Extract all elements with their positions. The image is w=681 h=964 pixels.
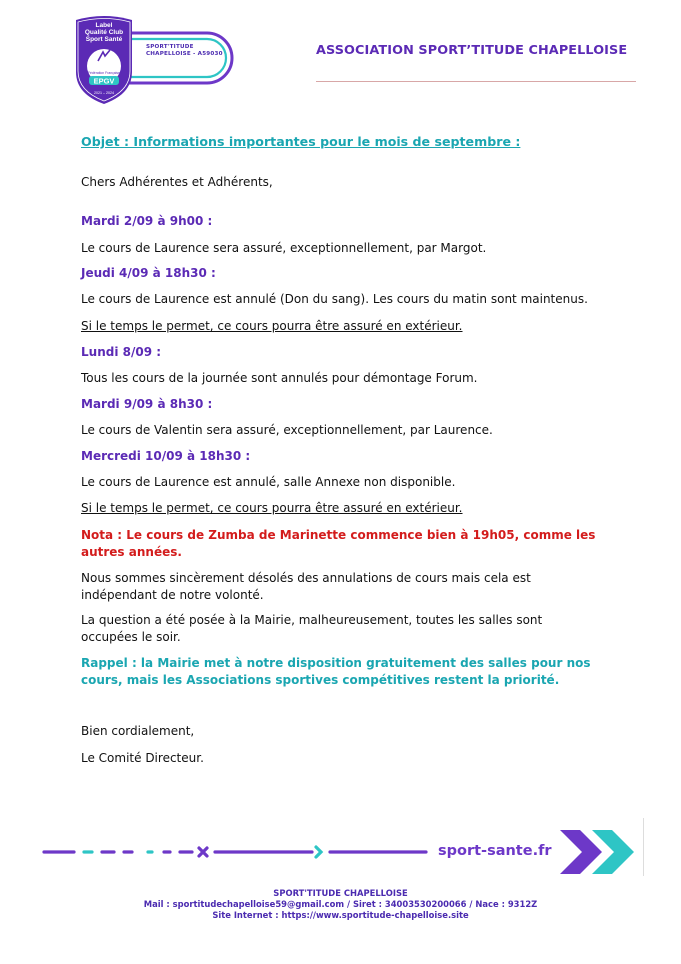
schedule-text-2: Le cours de Laurence est annulé (Don du sang). Les cours du matin sont maintenus. <box>81 292 588 306</box>
letter-object: Objet : Informations importantes pour le mois de septembre : <box>81 134 521 149</box>
sport-sante-brand: sport-sante.fr <box>438 843 552 859</box>
schedule-date-1: Mardi 2/09 à 9h00 : <box>81 214 213 228</box>
schedule-text-1: Le cours de Laurence sera assuré, exceptionnellement, par Margot. <box>81 241 487 255</box>
schedule-note-5: Si le temps le permet, ce cours pourra être assuré en extérieur. <box>81 501 463 515</box>
schedule-text-5: Le cours de Laurence est annulé, salle Annexe non disponible. <box>81 475 456 489</box>
schedule-date-3: Lundi 8/09 : <box>81 345 162 359</box>
schedule-text-4: Le cours de Valentin sera assuré, exceptionnellement, par Laurence. <box>81 423 493 437</box>
double-chevron-icon <box>560 830 634 874</box>
svg-text:Fédération Française: Fédération Française <box>87 71 121 75</box>
footer-contact <box>0 888 681 921</box>
schedule-date-2: Jeudi 4/09 à 18h30 : <box>81 266 216 280</box>
schedule-text-3: Tous les cours de la journée sont annulés pour démontage Forum. <box>81 371 478 385</box>
label-qualite-club-badge <box>72 14 136 106</box>
svg-text:Qualité Club: Qualité Club <box>84 29 124 36</box>
nota-notice: Nota : Le cours de Zumba de Marinette commence bien à 19h05, comme les autres années. <box>81 528 596 559</box>
schedule-date-5: Mercredi 10/09 à 18h30 : <box>81 449 251 463</box>
svg-text:EPGV: EPGV <box>93 76 115 86</box>
schedule-note-2: Si le temps le permet, ce cours pourra être assuré en extérieur. <box>81 319 463 333</box>
svg-text:Label: Label <box>95 22 113 29</box>
club-logo-name <box>146 44 223 58</box>
svg-text:Sport Santé: Sport Santé <box>85 36 123 43</box>
club-logo-name-line2: CHAPELLOISE - A59030 <box>146 51 223 57</box>
footer-vertical-divider <box>643 818 644 876</box>
association-title: ASSOCIATION SPORT’TITUDE CHAPELLOISE <box>316 43 628 58</box>
mairie-paragraph: La question a été posée à la Mairie, malheureusement, toutes les salles sont occupées le soir. <box>81 613 543 644</box>
closing: Bien cordialement, <box>81 724 195 738</box>
signature: Le Comité Directeur. <box>81 751 204 765</box>
footer-website: Site Internet : https://www.sportitude-chapelloise.site <box>212 910 469 920</box>
schedule-date-4: Mardi 9/09 à 8h30 : <box>81 397 213 411</box>
footer-contact-details: Mail : sportitudechapelloise59@gmail.com / Siret : 34003530200066 / Nace : 9312Z <box>143 899 538 909</box>
footer-org-name: SPORT'TITUDE CHAPELLOISE <box>273 888 408 898</box>
greeting: Chers Adhérentes et Adhérents, <box>81 175 273 189</box>
club-logo-name-line1: SPORT'TITUDE <box>146 44 194 50</box>
header-divider <box>316 81 636 82</box>
rappel-notice: Rappel : la Mairie met à notre disposition gratuitement des salles pour nos cours, mais les Associations sportives compétitives restent la priorité. <box>81 656 591 687</box>
apology-paragraph: Nous sommes sincèrement désolés des annulations de cours mais cela est indépendant de notre volonté. <box>81 571 531 602</box>
svg-text:2021 – 2024: 2021 – 2024 <box>94 91 114 95</box>
